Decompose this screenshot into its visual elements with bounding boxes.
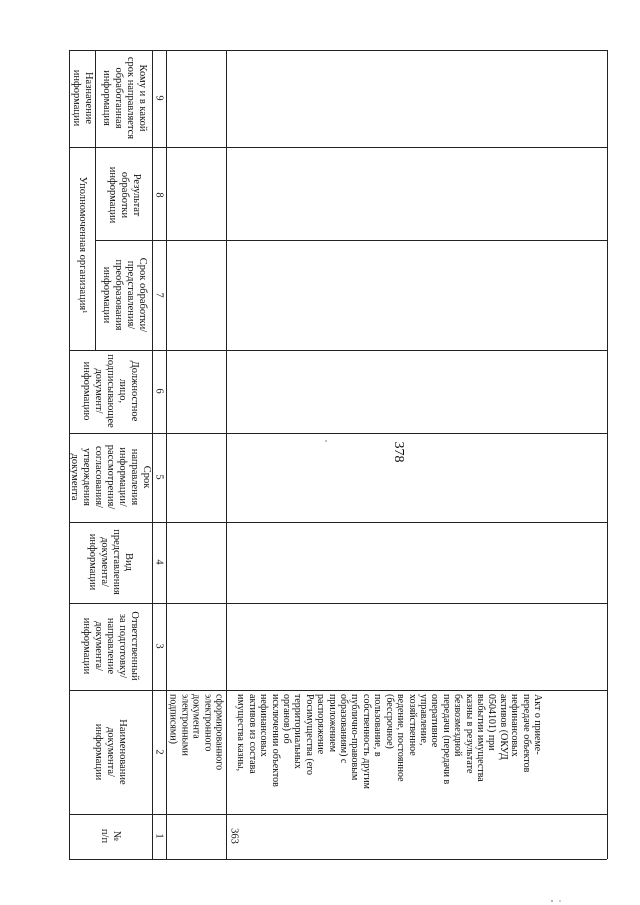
column-number-6: 6 (153, 388, 165, 394)
doc-name-line: исключении объектов (269, 694, 281, 787)
doc-name-line: подписями) (167, 694, 179, 744)
column-number-2: 2 (153, 749, 165, 755)
page-number: 378 (391, 441, 406, 463)
header-col-5: Срок направления информации/ рассмотрения/ согласования/ утверждения документа (69, 444, 152, 510)
column-number-7: 7 (153, 292, 165, 298)
doc-name-line: образованиям) с (338, 694, 350, 764)
doc-name-line: 0504101) при (486, 694, 498, 751)
doc-name-line: документа (190, 694, 202, 739)
header-col-6: Должностное лицо, подписывающее документ/ информацию (81, 354, 140, 428)
doc-name-line: Росимущества (его (303, 694, 315, 776)
doc-name-line: выбытии имущества (474, 694, 486, 782)
doc-name-line: ведение, постоянное (395, 694, 407, 782)
header-col-1: № п/п (99, 828, 122, 844)
doc-name-line: публично-правовым (349, 694, 361, 781)
doc-name-line: хозяйственное (406, 694, 418, 756)
column-number-1: 1 (153, 833, 165, 839)
doc-name-line: органов) об (281, 694, 293, 744)
doc-name-line: (бессрочное) (383, 694, 395, 749)
doc-name-line: передачи (передачи в (440, 694, 452, 785)
header-group-7-8: Уполномоченная организация¹ (77, 176, 88, 314)
doc-name-line: имущества казны, (235, 694, 247, 772)
column-number-5: 5 (153, 474, 165, 480)
doc-name-line: сформированного (213, 694, 225, 771)
doc-name-line: Акт о приеме- (531, 694, 543, 755)
doc-name-line: электронными (179, 694, 191, 756)
column-number-9: 9 (153, 95, 165, 101)
column-number-8: 8 (153, 192, 165, 198)
doc-name-line: управление, (417, 694, 429, 746)
doc-name-line: распоряжение (315, 694, 327, 755)
doc-name-line: нефинансовых (509, 694, 521, 757)
row-363-number: 363 (228, 828, 240, 844)
doc-name-line: активов (ОКУД (497, 694, 509, 760)
doc-name-line: приложением (326, 694, 338, 753)
doc-name-line: нефинансовых (258, 694, 270, 757)
doc-name-line: собственность другим (360, 694, 372, 789)
header-col-9: Кому и в какой срок направляется обработанная информация (101, 56, 148, 140)
doc-name-line: оперативное (429, 694, 441, 748)
header-col-8: Результат обработки информации (107, 166, 142, 224)
header-col-4: Вид представления документа/ информации (87, 529, 134, 595)
doc-name-line: передаче объектов (520, 694, 532, 773)
doc-name-line: территориальных (292, 694, 304, 769)
header-col-7: Срок обработки/ представления/ преобразования информации (101, 257, 148, 333)
header-col-9-group: Назначение информации (71, 69, 94, 127)
doc-name-line: казны в результате (463, 694, 475, 774)
column-number-4: 4 (153, 559, 165, 565)
header-col-2: Наименование документа/ информации (93, 719, 128, 785)
doc-name-line: электронного (202, 694, 214, 752)
doc-name-line: пользование, в (372, 694, 384, 757)
doc-name-line: безвозмездной (452, 694, 464, 757)
header-col-3: Ответственный за подготовку/ направление документа/ информации (81, 611, 140, 681)
doc-name-line: активов из состава (246, 694, 258, 774)
column-number-3: 3 (153, 643, 165, 649)
